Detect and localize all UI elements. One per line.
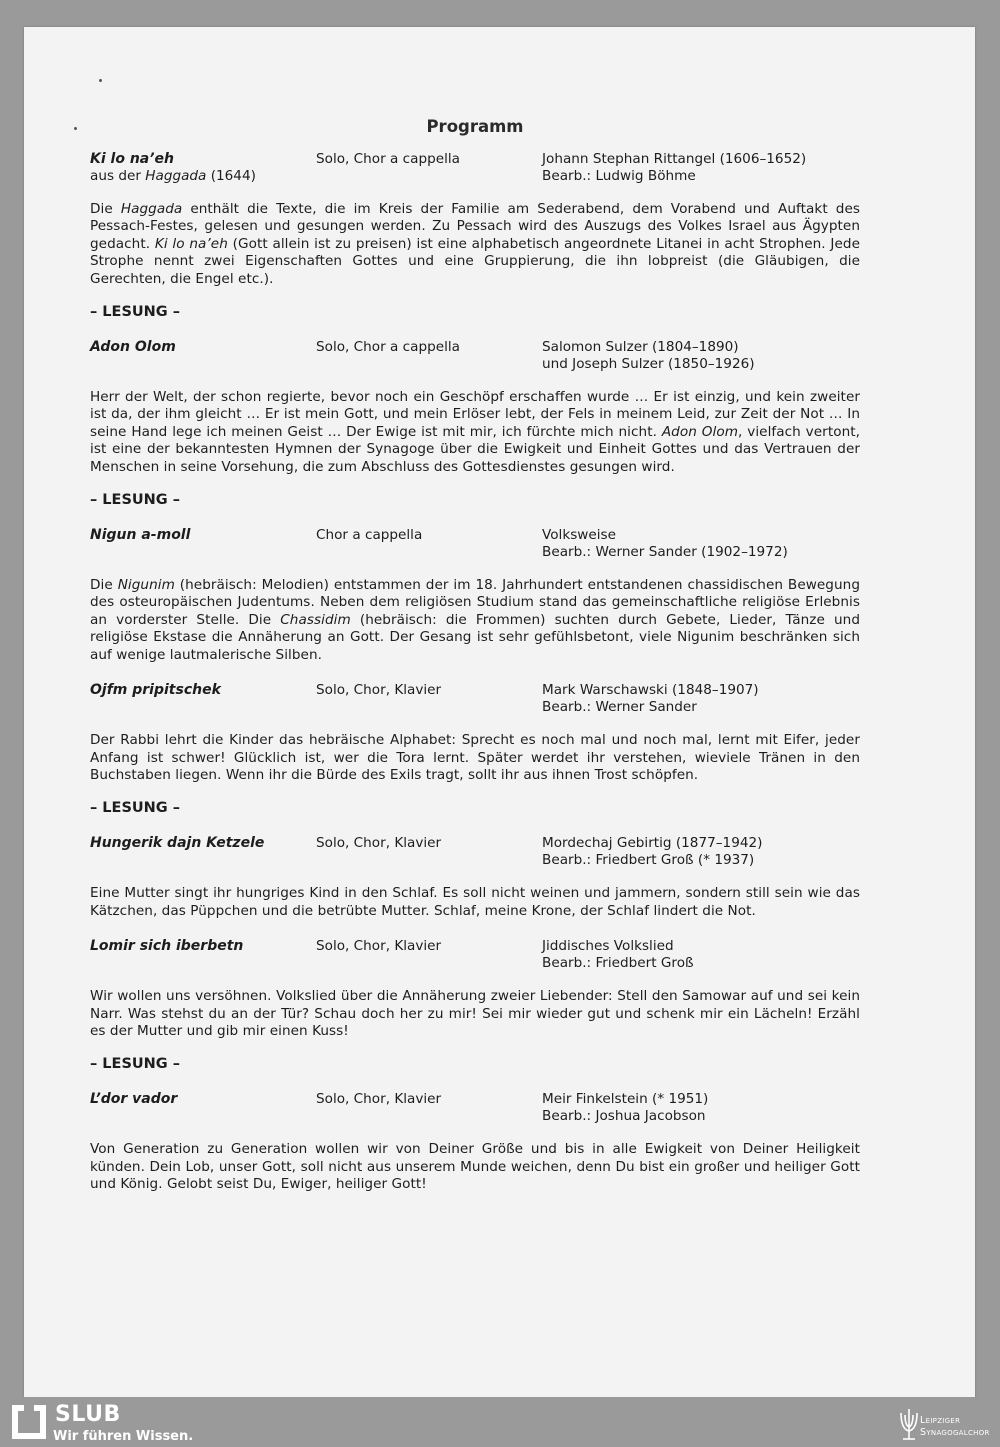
piece-arranger: Bearb.: Joshua Jacobson <box>542 1108 706 1125</box>
item-title-column <box>90 527 190 544</box>
piece-description <box>90 389 860 476</box>
description-text: (Gott allein ist zu preisen) ist eine alphabetisch angeordnete Litanei in acht Strophen. Jede Strophe nennt zwei Eigenschaften Gottes und eine Gruppierung, die ihn lobpreist (die Gläubigen, die Gerechten, die Engel etc.). <box>90 235 860 287</box>
piece-scoring: Solo, Chor, Klavier <box>316 682 442 699</box>
program-item <box>90 151 860 185</box>
piece-composer: Meir Finkelstein (* 1951) <box>542 1091 709 1108</box>
description-text: Eine Mutter singt ihr hungriges Kind in den Schlaf. Es soll nicht weinen und jammern, sondern still sein wie das Kätzchen, das Püppchen und die betrübte Mutter. Schlaf, meine Krone, der Schlaf lindert die Not. <box>90 885 860 919</box>
paper-speck <box>74 127 77 130</box>
piece-scoring: Chor a cappella <box>316 527 423 544</box>
piece-title: Ojfm pripitschek <box>90 682 221 699</box>
piece-arranger: Bearb.: Werner Sander <box>542 699 697 716</box>
piece-composer-column <box>542 151 806 185</box>
piece-composer: Jiddisches Volkslied <box>542 938 674 955</box>
piece-composer: Volksweise <box>542 527 616 544</box>
page-title: Programm <box>426 117 524 136</box>
piece-composer-column <box>542 682 759 716</box>
slub-tagline: Wir führen Wissen. <box>53 1429 194 1444</box>
piece-composer: Salomon Sulzer (1804–1890) <box>542 339 739 356</box>
piece-composer-column <box>542 339 755 373</box>
piece-composer-column <box>542 938 694 972</box>
program-item <box>90 339 860 373</box>
menorah-icon <box>898 1401 920 1443</box>
subtitle-year: (1644) <box>206 168 256 184</box>
emphasis-text: Haggada <box>120 201 183 217</box>
choir-name-line2: Synagogalchor <box>920 1427 990 1438</box>
piece-description <box>90 1141 860 1193</box>
piece-scoring: Solo, Chor a cappella <box>316 339 460 356</box>
piece-arranger: Bearb.: Friedbert Groß (* 1937) <box>542 852 755 869</box>
description-text: Wir wollen uns versöhnen. Volkslied über die Annäherung zweier Liebender: Stell den Samowar auf und sei kein Narr. Was stehst du an der Tür? Schau doch her zu mir! Sei mir wieder gut und schenk mir ein Lächeln! Erzähl es der Mutter und gib mir einen Kuss! <box>90 988 860 1039</box>
piece-description <box>90 577 860 664</box>
piece-scoring: Solo, Chor, Klavier <box>316 1091 442 1108</box>
lesung-heading: – LESUNG – <box>90 800 180 817</box>
piece-title: Lomir sich iberbetn <box>90 938 244 955</box>
program-item <box>90 527 860 561</box>
program-content <box>90 115 860 1194</box>
item-title-column <box>90 835 264 852</box>
piece-description <box>90 885 860 920</box>
description-text: enthält die Texte, die im Kreis der Familie am Sederabend, dem Vorabend und Auftakt des Pessach-Festes, gelesen und gesungen werden. Zu Pessach wird des Auszugs des Volkes Israel aus Ägypten gedacht. <box>90 201 860 252</box>
piece-composer: Mordechaj Gebirtig (1877–1942) <box>542 835 763 852</box>
program-item <box>90 938 860 972</box>
piece-description <box>90 988 860 1040</box>
description-text: , vielfach vertont, ist eine der bekanntesten Hymnen der Synagoge über die Ewigkeit und Einheit Gottes und das Vertrauen der Menschen in seine Vorsehung, die zum Abschluss des Gottesdienstes gesungen wird. <box>90 423 860 475</box>
emphasis-text: Nigunim <box>117 577 175 594</box>
program-item <box>90 682 860 716</box>
description-text: Die <box>90 577 118 594</box>
piece-scoring: Solo, Chor, Klavier <box>316 938 442 955</box>
piece-composer-column <box>542 835 762 869</box>
piece-arranger: Bearb.: Werner Sander (1902–1972) <box>542 544 788 561</box>
slub-name: SLUB <box>55 1402 121 1427</box>
subtitle-text: aus der <box>90 168 146 184</box>
piece-composer-column <box>542 1091 708 1125</box>
piece-title: Adon Olom <box>90 339 176 356</box>
piece-composer: Mark Warschawski (1848–1907) <box>542 682 759 699</box>
piece-description <box>90 201 860 288</box>
program-item <box>90 835 860 869</box>
slub-logo-icon <box>12 1405 46 1439</box>
description-text: Von Generation zu Generation wollen wir von Deiner Größe und bis in alle Ewigkeit von Deiner Heiligkeit künden. Dein Lob, unser Gott, soll nicht aus unserem Munde weichen, denn Du bist ein großer und heiliger Gott und König. Gelobt seist Du, Ewiger, heiliger Gott! <box>90 1141 860 1193</box>
piece-scoring: Solo, Chor a cappella <box>316 151 460 167</box>
emphasis-text: Ki lo na’eh <box>154 235 228 252</box>
item-title-column <box>90 151 256 185</box>
piece-title: L’dor vador <box>90 1091 178 1108</box>
item-title-column <box>90 339 176 356</box>
piece-arranger: Bearb.: Ludwig Böhme <box>542 168 696 184</box>
item-title-column <box>90 682 221 699</box>
item-title-column <box>90 1091 177 1108</box>
piece-arranger: Bearb.: Friedbert Groß <box>542 955 694 972</box>
piece-composer: Johann Stephan Rittangel (1606–1652) <box>542 151 807 167</box>
choir-name-line1: Leipziger <box>920 1415 961 1426</box>
subtitle-source: Haggada <box>145 168 207 184</box>
piece-title: Nigun a-moll <box>90 527 191 544</box>
description-text: Die <box>90 201 121 217</box>
piece-title: Hungerik dajn Ketzele <box>90 835 265 852</box>
emphasis-text: Adon Olom <box>661 423 738 440</box>
description-text: (hebräisch: Melodien) entstammen der im 18. Jahrhundert entstandenen chassidischen Bewegung des osteuropäischen Judentums. Neben dem religiösen Studium stand das gemeinschaftliche religiöse Erlebnis an vorderster Stelle. Die <box>90 577 860 628</box>
footer-bar <box>0 1397 1000 1447</box>
description-text: (hebräisch: die Frommen) suchten durch Gebete, Lieder, Tänze und religiöse Ekstase die Annäherung an Gott. Der Gesang ist sehr gefühlsbetont, viele Nigunim beschränken sich auf wenige lautmalerische Silben. <box>90 611 861 663</box>
piece-subtitle <box>90 168 256 185</box>
piece-scoring: Solo, Chor, Klavier <box>316 835 442 852</box>
emphasis-text: Chassidim <box>280 611 351 628</box>
lesung-heading: – LESUNG – <box>90 304 180 321</box>
piece-description <box>90 732 860 784</box>
description-text: Herr der Welt, der schon regierte, bevor noch ein Geschöpf erschaffen wurde … Er ist einzig, und kein zweiter ist da, der ihm gleicht … Er ist mein Gott, und mein Erlöser lebt, der Fels in meinem Leid, zur Zeit der Not … In seine Hand lege ich meinen Geist … Der Ewige ist mit mir, ich fürchte mich nicht. <box>90 389 860 440</box>
choir-logo-text <box>920 1415 990 1439</box>
piece-title: Ki lo na’eh <box>90 151 175 167</box>
piece-composer-column <box>542 527 788 561</box>
paper-speck <box>99 79 102 82</box>
item-title-column <box>90 938 243 955</box>
piece-arranger: und Joseph Sulzer (1850–1926) <box>542 356 755 373</box>
lesung-heading: – LESUNG – <box>90 1056 180 1073</box>
program-item <box>90 1091 860 1125</box>
program-blocks <box>90 151 860 1194</box>
description-text: Der Rabbi lehrt die Kinder das hebräische Alphabet: Sprecht es noch mal und noch mal, lernt mit Eifer, jeder Anfang ist schwer! Glücklich ist, wer die Tora lernt. Später werdet ihr verstehen, wieviele Tränen in den Buchstaben liegen. Wenn ihr die Bürde des Exils tragt, sollt ihr aus ihnen Trost schöpfen. <box>90 732 860 783</box>
lesung-heading: – LESUNG – <box>90 492 180 509</box>
